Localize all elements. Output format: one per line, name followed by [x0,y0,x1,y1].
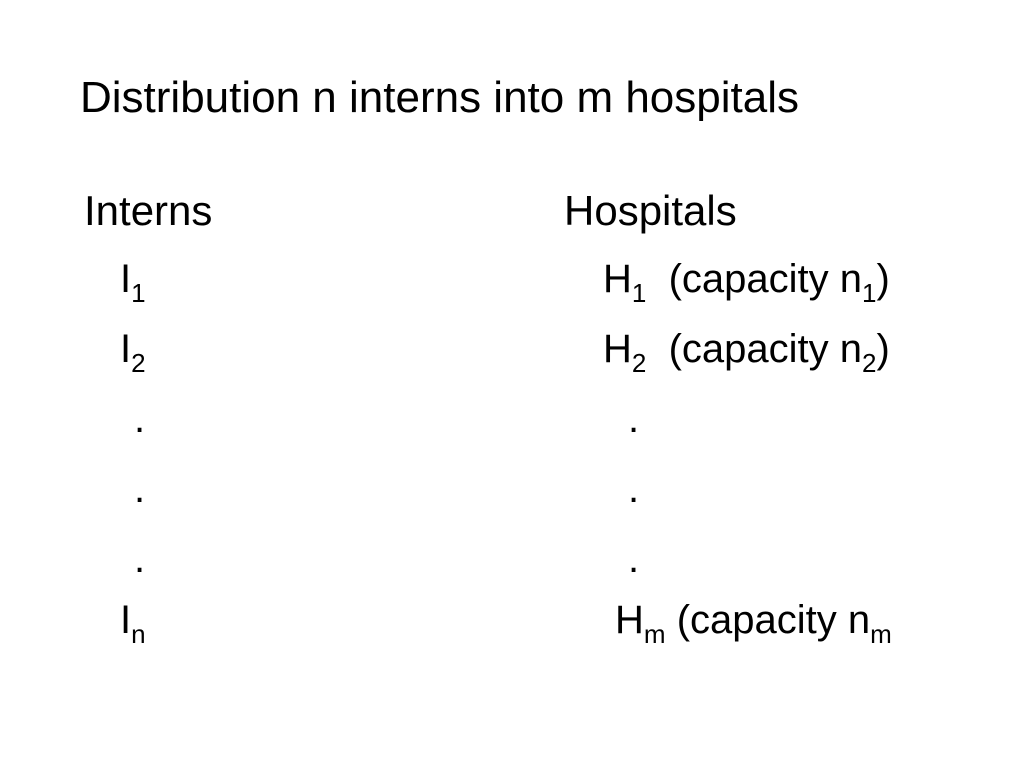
capacity-subscript: 2 [862,348,877,378]
intern-ellipsis-dot: . [134,467,146,511]
hospital-ellipsis-dot: . [628,397,640,441]
slide-title: Distribution n interns into m hospitals [80,73,799,122]
hospital-item-m [615,596,892,649]
intern-item-1 [120,255,146,308]
hospitals-header: Hospitals [564,187,737,234]
hospital-item-2 [603,325,890,378]
intern-item-2 [120,325,146,378]
intern-base: I [120,327,132,371]
hospital-gap [646,327,668,371]
capacity-close: ) [876,257,890,301]
hospital-base: H [603,257,632,301]
hospital-subscript: 1 [631,278,647,308]
intern-ellipsis-dot: . [134,537,146,581]
hospital-subscript: m [643,619,666,649]
capacity-close: ) [876,327,890,371]
hospital-ellipsis-dot: . [628,467,640,511]
intern-subscript: n [131,619,146,649]
hospital-ellipsis-dot: . [628,537,640,581]
intern-ellipsis-dot: . [134,397,146,441]
hospital-gap [646,257,668,301]
hospital-base: H [615,598,644,642]
capacity-subscript: 1 [862,278,877,308]
hospital-subscript: 2 [631,348,647,378]
intern-subscript: 2 [131,348,146,378]
intern-base: I [120,257,132,301]
interns-header: Interns [84,187,213,234]
capacity-text: (capacity n [676,598,871,642]
hospital-item-1 [603,255,890,308]
hospital-gap [666,598,677,642]
intern-subscript: 1 [131,278,146,308]
intern-base: I [120,598,132,642]
hospital-base: H [603,327,632,371]
capacity-subscript: m [870,619,892,649]
capacity-text: (capacity n [668,257,863,301]
capacity-text: (capacity n [668,327,863,371]
intern-item-n [120,596,146,649]
